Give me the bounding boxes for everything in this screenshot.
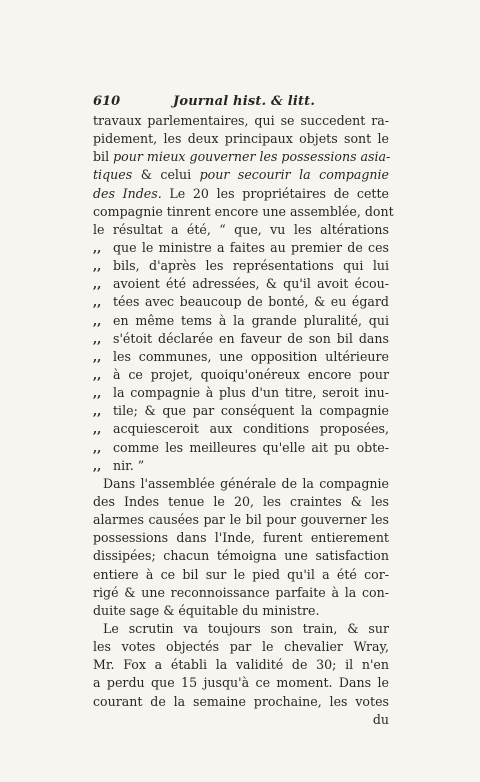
- text-line: [93, 166, 389, 184]
- text-line: [93, 384, 389, 402]
- page-number: 610: [93, 94, 121, 109]
- line-text: les votes objectés par le chevalier Wray,: [93, 639, 389, 655]
- quote-gutter-mark: ,,: [93, 240, 102, 255]
- line-text: s'étoit déclarée en faveur de son bil dans: [113, 330, 389, 346]
- text-line: [93, 221, 389, 239]
- text-line: [93, 148, 389, 166]
- line-text: tées avec beaucoup de bonté, & eu égard: [113, 294, 389, 310]
- text-line: [93, 602, 389, 620]
- text-line: [93, 130, 389, 148]
- text-line: [93, 674, 389, 692]
- text-line: [93, 112, 389, 130]
- text-line: [93, 457, 389, 475]
- line-text: tile; & que par conséquent la compagnie: [113, 403, 389, 419]
- page-header: [93, 92, 389, 112]
- text-line: [93, 402, 389, 420]
- quote-gutter-mark: ,,: [93, 367, 102, 382]
- line-text: pidement, les deux principaux objets sont le: [93, 131, 389, 147]
- line-text: travaux parlementaires, qui se succedent ra-: [93, 113, 389, 128]
- text-line: [93, 185, 389, 203]
- line-text: a perdu que 15 jusqu'à ce moment. Dans le: [93, 675, 389, 691]
- text-line: [93, 366, 389, 384]
- line-text: tiques & celui pour secourir la compagnie: [93, 167, 389, 183]
- line-text: des Indes tenue le 20, les craintes & les: [93, 493, 389, 509]
- quote-gutter-mark: ,,: [93, 458, 102, 473]
- line-text: le résultat a été, “ que, vu les altérations: [93, 221, 389, 237]
- line-text: Mr. Fox a établi la validité de 30; il n'en: [93, 657, 389, 673]
- text-line: [93, 547, 389, 565]
- text-line: [93, 656, 389, 674]
- quote-gutter-mark: ,,: [93, 422, 102, 437]
- quote-gutter-mark: ,,: [93, 386, 102, 401]
- text-line: [93, 312, 389, 330]
- quote-gutter-mark: ,,: [93, 440, 102, 455]
- body-text: [93, 112, 394, 711]
- text-line: [93, 257, 389, 275]
- catchword-line: [93, 711, 389, 729]
- text-line: [93, 475, 389, 493]
- text-line: [93, 420, 389, 438]
- text-line: [93, 493, 389, 511]
- text-line: [93, 348, 389, 366]
- line-text: duite sage & équitable du ministre.: [93, 602, 320, 618]
- text-line: [93, 511, 389, 529]
- line-text: entiere à ce bil sur le pied qu'il a été cor-: [93, 566, 389, 582]
- line-text: que le ministre a faites au premier de ces: [113, 239, 389, 255]
- catchword: du: [372, 711, 389, 727]
- text-line: [93, 584, 389, 602]
- line-text: bil pour mieux gouverner les possessions asia-: [93, 149, 391, 165]
- line-text: la compagnie à plus d'un titre, seroit inu-: [113, 385, 389, 401]
- text-line: [93, 330, 389, 348]
- text-line: [93, 293, 389, 311]
- line-text: à ce projet, quoiqu'onéreux encore pour: [113, 366, 389, 382]
- line-text: les communes, une opposition ultérieure: [113, 348, 389, 364]
- line-text: rigé & une reconnoissance parfaite à la con-: [93, 584, 389, 600]
- quote-gutter-mark: ,,: [93, 295, 102, 310]
- text-line: [93, 275, 389, 293]
- line-text: avoient été adressées, & qu'il avoit écou-: [113, 276, 389, 292]
- quote-gutter-mark: ,,: [93, 259, 102, 274]
- line-text: bils, d'après les représentations qui lui: [113, 258, 389, 274]
- line-text: compagnie tinrent encore une assemblée, dont: [93, 203, 394, 219]
- text-line: [93, 203, 394, 221]
- line-text: comme les meilleures qu'elle ait pu obte-: [113, 439, 389, 455]
- text-line: [93, 529, 389, 547]
- quote-gutter-mark: ,,: [93, 277, 102, 292]
- text-line: [93, 693, 389, 711]
- line-text: acquiesceroit aux conditions proposées,: [113, 421, 389, 437]
- line-text: en même tems à la grande pluralité, qui: [113, 312, 389, 328]
- line-text: des Indes. Le 20 les propriétaires de cette: [93, 185, 389, 201]
- quote-gutter-mark: ,,: [93, 404, 102, 419]
- text-line: [93, 638, 389, 656]
- line-text: Le scrutin va toujours son train, & sur: [103, 620, 389, 636]
- line-text: possessions dans l'Inde, furent entierement: [93, 530, 389, 546]
- line-text: nir. ”: [113, 457, 145, 473]
- line-text: courant de la semaine prochaine, les votes: [93, 693, 389, 709]
- line-text: Dans l'assemblée générale de la compagnie: [103, 475, 389, 491]
- text-line: [93, 439, 389, 457]
- text-line: [93, 566, 389, 584]
- line-text: alarmes causées par le bil pour gouverner les: [93, 512, 389, 528]
- text-line: [93, 239, 389, 257]
- quote-gutter-mark: ,,: [93, 349, 102, 364]
- quote-gutter-mark: ,,: [93, 313, 102, 328]
- text-block: [93, 92, 394, 729]
- line-text: dissipées; chacun témoigna une satisfaction: [93, 548, 389, 564]
- text-line: [93, 620, 389, 638]
- quote-gutter-mark: ,,: [93, 331, 102, 346]
- running-title: Journal hist. & litt.: [173, 94, 316, 109]
